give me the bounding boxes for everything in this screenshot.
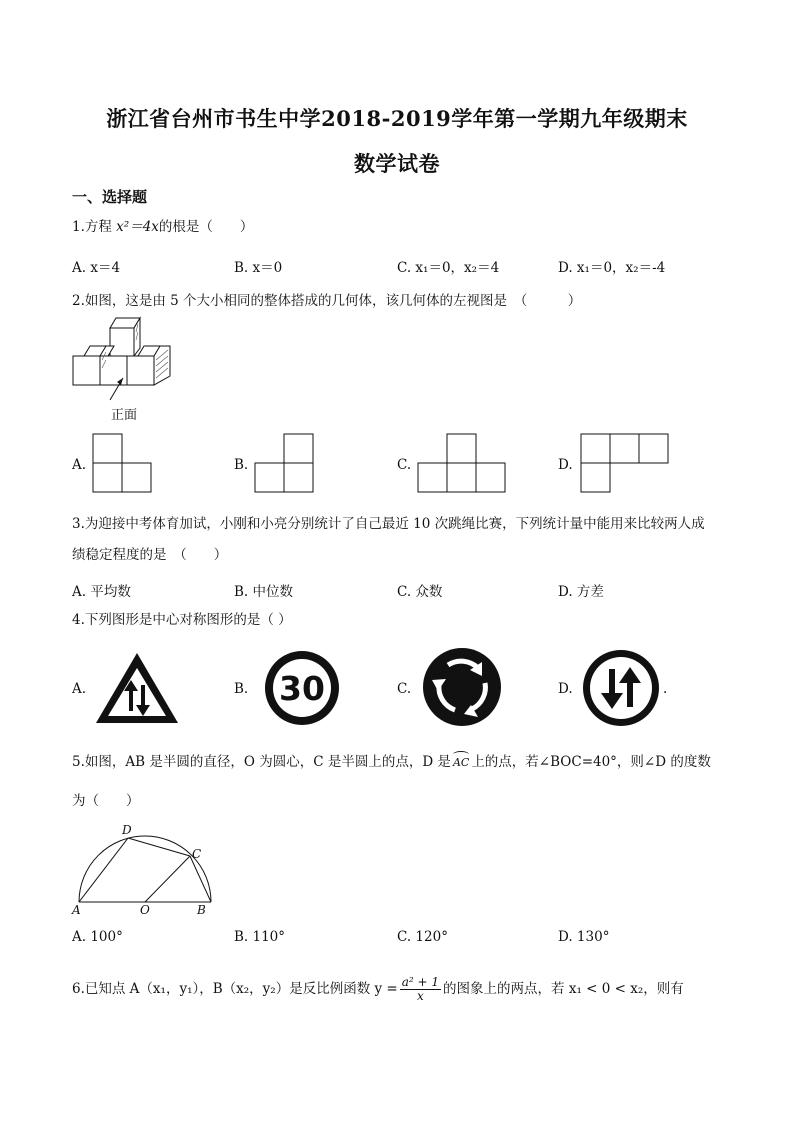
question-6-stem bbox=[72, 976, 684, 1003]
q5-option-c: C. 120° bbox=[397, 929, 448, 945]
two-way-traffic-sign-icon bbox=[582, 649, 660, 727]
label-a: A bbox=[72, 903, 81, 917]
question-5-stem-line1 bbox=[72, 753, 711, 772]
q1-option-b: B. x＝0 bbox=[234, 260, 283, 276]
q5-option-a: A. 100° bbox=[72, 929, 123, 945]
q2-option-c-view bbox=[417, 433, 509, 495]
q4-option-b-letter: B. bbox=[234, 681, 249, 697]
q1-option-c: C. x₁＝0，x₂＝4 bbox=[397, 260, 500, 276]
fraction-numerator: a² + 1 bbox=[401, 975, 440, 989]
arc-label: AC bbox=[452, 756, 470, 769]
q5-stem-part1: 5.如图，AB 是半圆的直径，O 为圆心，C 是半圆上的点，D 是 bbox=[72, 754, 451, 770]
q4-trailing-period: . bbox=[663, 681, 668, 697]
q3-option-a: A. 平均数 bbox=[72, 584, 131, 600]
q5-arc-ac bbox=[453, 755, 469, 770]
q2-option-a-view bbox=[92, 433, 154, 495]
q2-option-b-letter: B. bbox=[234, 457, 249, 473]
paper-title: 浙江省台州市书生中学2018-2019学年第一学期九年级期末 bbox=[106, 106, 688, 131]
q4-option-a-letter: A. bbox=[72, 681, 87, 697]
q5-option-d: D. 130° bbox=[558, 929, 610, 945]
q5-option-b: B. 110° bbox=[234, 929, 286, 945]
q6-stem-part2: 的图象上的两点，若 x₁ < 0 < x₂，则有 bbox=[443, 981, 684, 998]
question-4-stem: 4.下列图形是中心对称图形的是（ ） bbox=[72, 612, 292, 628]
question-3-stem-line2: 绩稳定程度的是 （ ） bbox=[72, 547, 228, 563]
q1-option-d: D. x₁＝0，x₂＝-4 bbox=[558, 260, 666, 276]
section-heading: 一、选择题 bbox=[72, 188, 148, 206]
question-2-stem: 2.如图，这是由 5 个大小相同的整体搭成的几何体，该几何体的左视图是 （ ） bbox=[72, 293, 582, 309]
q2-option-d-letter: D. bbox=[558, 457, 573, 473]
q1-prefix: 1.方程 bbox=[72, 219, 117, 235]
q2-option-d-view bbox=[580, 433, 672, 495]
warning-triangle-sign-icon bbox=[94, 651, 180, 725]
q4-option-d-letter: D. bbox=[558, 681, 573, 697]
speed-limit-sign-icon bbox=[264, 650, 340, 726]
q2-option-a-letter: A. bbox=[72, 457, 87, 473]
q1-option-a: A. x＝4 bbox=[72, 260, 121, 276]
label-d: D bbox=[122, 823, 132, 837]
fraction-denominator: x bbox=[417, 989, 424, 1004]
q1-equation: x²＝4x bbox=[116, 219, 159, 235]
question-1-stem bbox=[72, 218, 253, 237]
q1-suffix: 的根是（ ） bbox=[158, 219, 254, 235]
q5-stem-part2: 上的点，若∠BOC=40°，则∠D 的度数 bbox=[471, 754, 711, 770]
q3-option-c: C. 众数 bbox=[397, 584, 443, 600]
q3-option-d: D. 方差 bbox=[558, 584, 604, 600]
arc-mark bbox=[453, 751, 469, 758]
q2-option-c-letter: C. bbox=[397, 457, 412, 473]
q5-semicircle-figure bbox=[70, 820, 220, 916]
label-o: O bbox=[140, 903, 150, 917]
q3-option-b: B. 中位数 bbox=[234, 584, 294, 600]
question-3-stem-line1: 3.为迎接中考体育加试，小刚和小亮分别统计了自己最近 10 次跳绳比赛，下列统计量中能用来比较两人成 bbox=[72, 516, 705, 532]
q4-option-c-letter: C. bbox=[397, 681, 412, 697]
question-5-stem-line2: 为（ ） bbox=[72, 793, 140, 809]
speed-limit-text: 30 bbox=[279, 669, 325, 708]
label-b: B bbox=[197, 903, 206, 917]
q2-front-label: 正面 bbox=[111, 408, 138, 423]
paper-subtitle: 数学试卷 bbox=[354, 151, 440, 176]
q2-option-b-view bbox=[254, 433, 316, 495]
q6-stem-part1: 6.已知点 A（x₁，y₁），B（x₂，y₂）是反比例函数 y = bbox=[72, 981, 398, 998]
label-c: C bbox=[192, 847, 202, 861]
q6-fraction bbox=[400, 976, 441, 1003]
roundabout-sign-icon bbox=[422, 647, 502, 727]
